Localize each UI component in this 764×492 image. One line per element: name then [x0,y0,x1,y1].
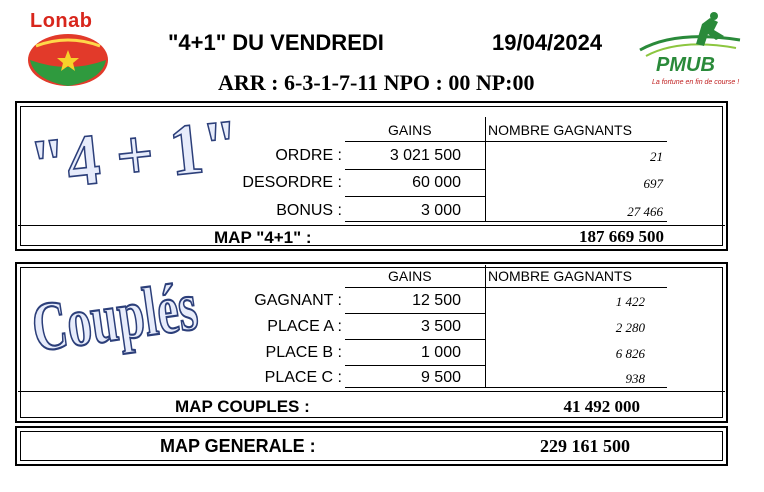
row-desordre-gains: 60 000 [412,174,461,191]
row-rule [345,387,667,388]
row-place-b-nombre: 6 826 [615,346,645,361]
row-gagnant-nombre: 1 422 [615,294,645,309]
row-rule [345,196,485,197]
race-date: 19/04/2024 [492,30,603,55]
row-bonus-nombre: 27 466 [627,204,663,219]
lonab-flag-ball-icon [22,30,114,88]
arrivee-line: ARR : 6-3-1-7-11 NPO : 00 NP:00 [218,70,535,95]
col-gains-header: GAINS [388,268,432,284]
col-gains-header: GAINS [388,122,432,138]
row-gagnant-gains: 12 500 [412,292,461,309]
map-couples-value: 41 492 000 [563,397,640,416]
section-41-banner: "4 + 1" [26,104,244,207]
row-place-c-gains: 9 500 [420,369,461,386]
col-nombre-gagnants-header: NOMBRE GAGNANTS [488,268,632,284]
row-gagnant-label: GAGNANT : [254,292,342,309]
map-41-value: 187 669 500 [579,227,664,246]
section-couples-header-rule [345,287,667,288]
row-ordre-nombre: 21 [650,149,663,164]
row-place-c-nombre: 938 [625,371,645,386]
row-bonus-label: BONUS : [276,202,342,219]
map-generale-value: 229 161 500 [540,436,630,456]
section-couples-column-rule [485,265,486,388]
row-rule [345,313,485,314]
row-rule [345,365,485,366]
row-desordre-label: DESORDRE : [242,174,342,191]
row-rule [345,221,667,222]
row-place-a-nombre: 2 280 [615,320,645,335]
row-ordre-label: ORDRE : [275,147,342,164]
row-desordre-nombre: 697 [643,176,663,191]
row-ordre-gains: 3 021 500 [389,147,461,164]
map-couples-label: MAP COUPLES : [175,397,310,416]
row-place-a-gains: 3 500 [420,318,461,335]
row-rule [345,169,485,170]
col-nombre-gagnants-header: NOMBRE GAGNANTS [488,122,632,138]
section-41-map-divider [18,225,725,226]
map-generale-label: MAP GENERALE : [160,436,316,456]
row-rule [345,339,485,340]
section-41-column-rule [485,117,486,222]
lonab-logo-text: Lonab [30,10,93,32]
section-41-header-rule [345,141,667,142]
lonab-logo [22,8,114,88]
row-place-b-label: PLACE B : [265,344,342,361]
section-couples-banner: Couplés [27,267,202,368]
section-couples-map-divider [18,391,725,392]
row-place-a-label: PLACE A : [267,318,342,335]
row-place-b-gains: 1 000 [420,344,461,361]
row-place-c-label: PLACE C : [264,369,342,386]
map-41-label: MAP "4+1" : [214,228,312,247]
pmub-logo-text: PMUB [656,54,715,76]
pmub-slogan: La fortune en fin de course ! [652,79,740,86]
pmub-logo [636,10,746,90]
row-bonus-gains: 3 000 [420,202,461,219]
pmub-horse-icon [636,10,746,60]
page-title: "4+1" DU VENDREDI [168,30,384,55]
